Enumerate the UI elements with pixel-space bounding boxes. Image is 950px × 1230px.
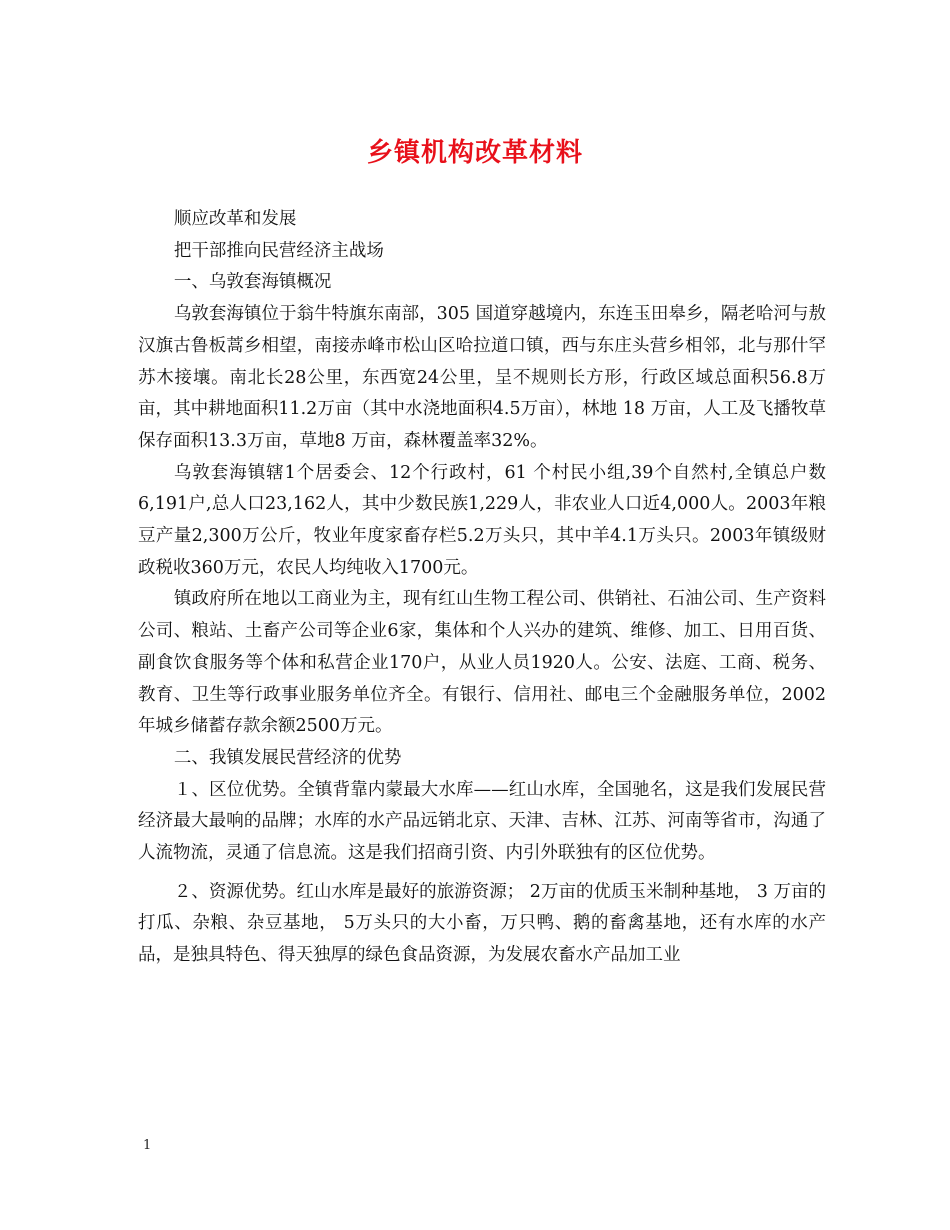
page-number: 1 bbox=[143, 1138, 152, 1153]
document-body bbox=[138, 204, 826, 972]
paragraph-resource-advantage: ２、资源优势。红山水库是最好的旅游资源； 2万亩的优质玉米制种基地， 3 万亩的打瓜、杂粮、杂豆基地， 5万头只的大小畜，万只鸭、鹅的畜禽基地，还有水库的水产品，是独具特色、得天独厚的绿色食品资源，为发展农畜水产品加工业 bbox=[138, 881, 826, 966]
paragraph-enterprises: 镇政府所在地以工商业为主，现有红山生物工程公司、供销社、石油公司、生产资料公司、粮站、土畜产公司等企业6家，集体和个人兴办的建筑、维修、加工、日用百货、副食饮食服务等个体和私营企业170户，从业人员1920人。公安、法庭、工商、税务、教育、卫生等行政事业服务单位齐全。有银行、信用社、邮电三个金融服务单位，2002年城乡储蓄存款余额2500万元。 bbox=[138, 589, 826, 737]
document-title: 乡镇机构改革材料 bbox=[366, 138, 583, 168]
section-heading-2: 二、我镇发展民营经济的优势 bbox=[173, 747, 402, 768]
paragraph-population: 乌敦套海镇辖1个居委会、12个行政村，61 个村民小组,39个自然村,全镇总户数6,191户,总人口23,162人，其中少数民族1,229人，非农业人口近4,000人。2003年粮豆产量2,300万公斤，牧业年度家畜存栏5.2万头只，其中羊4.1万头只。2003年镇级财政税收360万元，农民人均纯收入1700元。 bbox=[138, 462, 826, 578]
subtitle-line-1: 顺应改革和发展 bbox=[173, 209, 297, 229]
paragraph-location: 乌敦套海镇位于翁牛特旗东南部，305 国道穿越境内，东连玉田皋乡，隔老哈河与敖汉旗古鲁板蒿乡相望，南接赤峰市松山区哈拉道口镇，西与东庄头营乡相邻，北与那什罕苏木接壤。南北长28公里，东西宽24公里，呈不规则长方形，行政区域总面积56.8万亩，其中耕地面积11.2万亩（其中水浇地面积4.5万亩），林地 18 万亩，人工及飞播牧草保存面积13.3万亩，草地8 万亩，森林覆盖率32%。 bbox=[138, 304, 826, 451]
paragraph-location-advantage: １、区位优势。全镇背靠内蒙最大水库——红山水库，全国驰名，这是我们发展民营经济最大最响的品牌；水库的水产品远销北京、天津、吉林、江苏、河南等省市，沟通了人流物流，灵通了信息流。这是我们招商引资、内引外联独有的区位优势。 bbox=[138, 779, 826, 864]
subtitle-line-2: 把干部推向民营经济主战场 bbox=[173, 240, 384, 261]
section-heading-1: 一、乌敦套海镇概况 bbox=[173, 272, 332, 293]
